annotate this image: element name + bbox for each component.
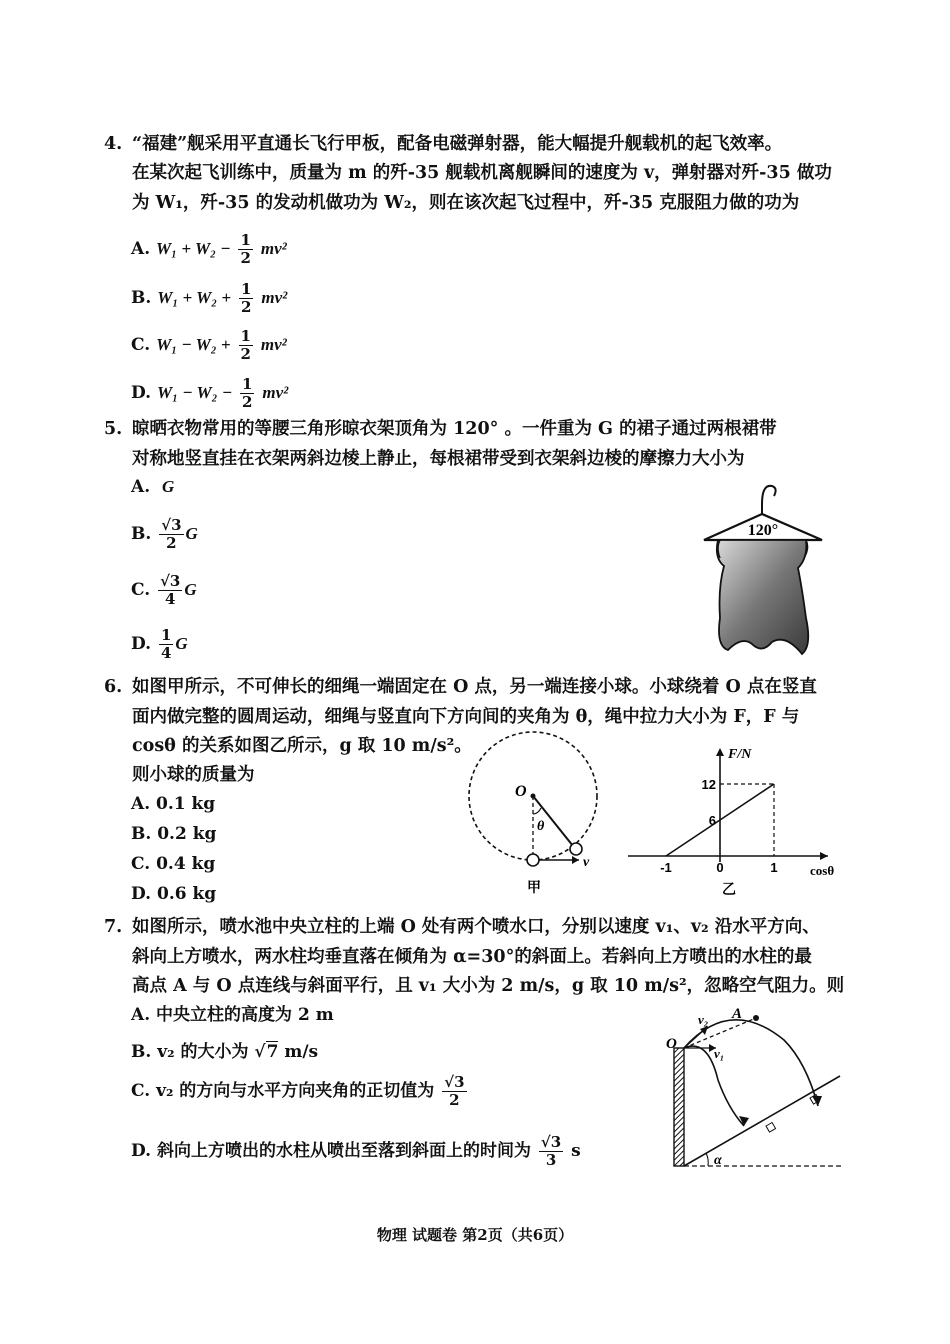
ball [570,843,582,855]
y-axis-label: F/N [728,747,752,762]
fountain-figure [660,1004,846,1170]
q5-option-b[interactable]: B. $\frac{√3}{2}$ G [131,516,198,552]
page-footer: 物理 试题卷 第2页（共6页） [376,1226,574,1244]
circular-motion-figure [455,728,615,900]
x-axis-arrow [820,852,828,860]
central-pillar [674,1048,684,1166]
x-tick-label: 0 [716,860,724,875]
q7-option-a[interactable]: A. 中央立柱的高度为 2 m [131,1005,334,1025]
label-o: O [515,783,527,800]
x-axis-label: cosθ [810,863,835,878]
q7-stem-line1: 如图所示，喷水池中央立柱的上端 O 处有两个喷水口，分别以速度 v₁、v₂ 沿水平方向、 [132,917,820,937]
q7-option-b[interactable]: B. v₂ 的大小为 √7 m/s [131,1042,319,1062]
q5-stem-line1: 晾晒衣物常用的等腰三角形晾衣架顶角为 120° 。一件重为 G 的裙子通过两根裙带 [132,419,777,439]
q5-stem-line2: 对称地竖直挂在衣架两斜边棱上静止，每根裙带受到衣架斜边棱的摩擦力大小为 [132,449,745,469]
caption-yi: 乙 [722,882,736,898]
q7-stem-line2: 斜向上方喷水，两水柱均垂直落在倾角为 α=30°的斜面上。若斜向上方喷出的水柱的最 [132,947,812,967]
label-theta: θ [537,819,545,834]
label-v2: v₂ [698,1012,709,1027]
q4-stem-line2: 在某次起飞训练中，质量为 m 的歼-35 舰载机离舰瞬间的速度为 v，弹射器对歼-35 做功 [132,163,832,183]
q4-option-b[interactable]: B. W₁ + W₂ + $\frac{1}{2}$ mv² [131,280,288,316]
q4-option-a[interactable]: A. W₁ + W₂ − $\frac{1}{2}$ mv² [131,231,287,267]
q5-option-a[interactable]: A. G [131,477,175,497]
q5-option-d[interactable]: D. $\frac{1}{4}$ G [131,626,188,662]
skirt [717,540,808,654]
q6-option-b[interactable]: B. 0.2 kg [131,824,217,844]
q4-stem-line3: 为 W₁，歼-35 的发动机做功为 W₂，则在该次起飞过程中，歼-35 克服阻力做的功为 [132,193,800,213]
q6-stem-line1: 如图甲所示，不可伸长的细绳一端固定在 O 点，另一端连接小球。小球绕着 O 点在竖直 [132,677,817,697]
ball-bottom [527,854,539,866]
q6-option-d[interactable]: D. 0.6 kg [131,884,217,904]
q4-option-d[interactable]: D. W₁ − W₂ − $\frac{1}{2}$ mv² [131,375,289,411]
label-o: O [666,1036,677,1052]
q7-option-d[interactable]: D. 斜向上方喷出的水柱从喷出至落到斜面上的时间为 $\frac{√3}{3}$ s [131,1133,581,1169]
label-v: v [583,855,590,870]
label-alpha: α [714,1153,722,1168]
x-tick-label: -1 [660,860,672,875]
q6-stem-line2: 面内做完整的圆周运动，细绳与竖直向下方向间的夹角为 θ，绳中拉力大小为 F，F 与 [132,707,800,727]
q6-stem-line3: cosθ 的关系如图乙所示，g 取 10 m/s²。 [132,736,472,756]
label-v1: v₁ [714,1046,725,1061]
caption-jia: 甲 [527,880,541,896]
y-tick-label: 6 [708,813,716,828]
q6-option-c[interactable]: C. 0.4 kg [131,854,216,874]
q7-option-c[interactable]: C. v₂ 的方向与水平方向夹角的正切值为 $\frac{√3}{2}$ [131,1073,465,1109]
hanger-figure [690,478,840,668]
q4-number: 4. [104,134,123,154]
q6-number: 6. [104,677,123,697]
q5-number: 5. [104,419,123,439]
q7-number: 7. [104,917,123,937]
q6-stem-line4: 则小球的质量为 [132,765,255,785]
q7-stem-line3: 高点 A 与 O 点连线与斜面平行，且 v₁ 大小为 2 m/s，g 取 10 m/s²，忽略空气阻力。则 [132,976,845,996]
hanger-hook [762,486,776,514]
q4-stem-line1: “福建”舰采用平直通长飞行甲板，配备电磁弹射器，能大幅提升舰载机的起飞效率。 [132,134,783,154]
q6-option-a[interactable]: A. 0.1 kg [131,794,216,814]
incline [684,1076,840,1166]
q5-option-c[interactable]: C. $\frac{√3}{4}$ G [131,572,197,608]
point-a [753,1015,759,1021]
y-axis-arrow [716,748,724,756]
angle-label: 120° [747,522,779,539]
label-a: A [732,1006,743,1022]
f-cos-chart [622,742,850,898]
y-tick-label: 12 [701,777,716,792]
q4-option-c[interactable]: C. W₁ − W₂ + $\frac{1}{2}$ mv² [131,327,287,363]
x-tick-label: 1 [770,860,778,875]
